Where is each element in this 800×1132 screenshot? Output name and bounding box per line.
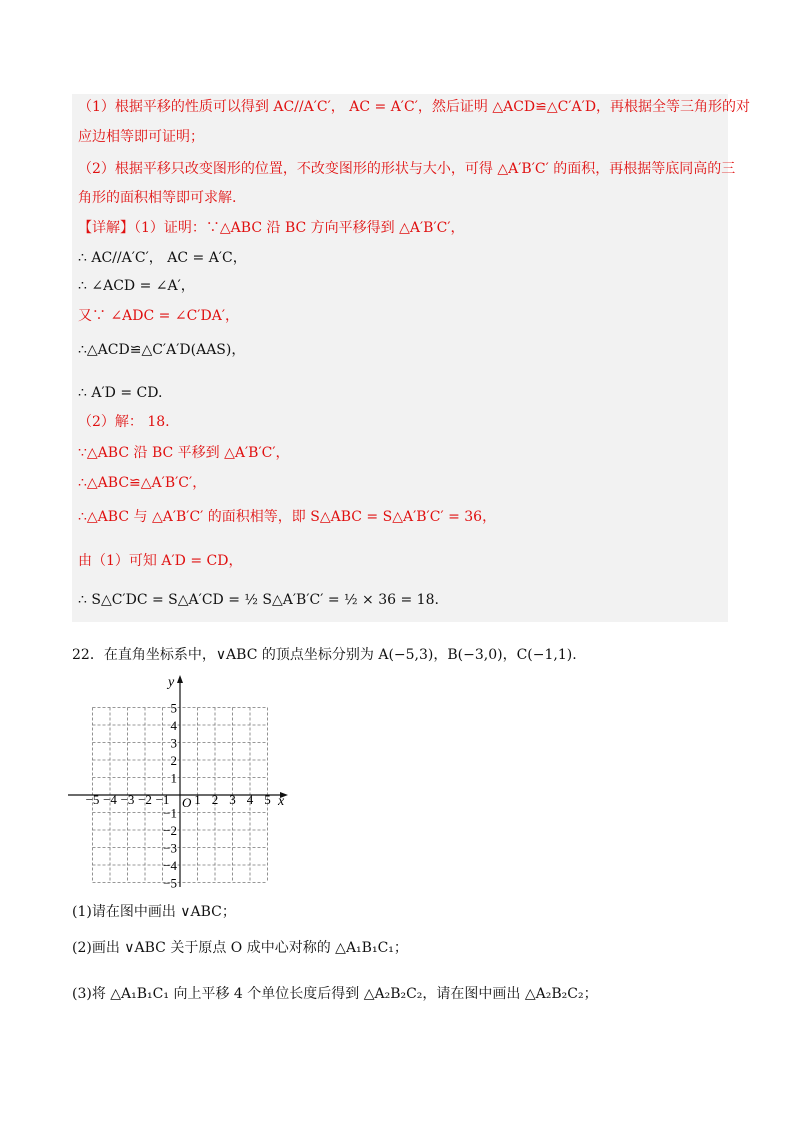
- axes: [68, 675, 288, 887]
- part2-line-5: ∴ S△C′DC = S△A′CD = ½ S△A′B′C′ = ½ × 36 = 18.: [78, 592, 439, 608]
- proof-line-2: ∴ ∠ACD = ∠A′，: [78, 278, 195, 294]
- y-tick-label: −3: [163, 840, 177, 856]
- proof-line-5: ∴ A′D = CD.: [78, 385, 163, 401]
- x-tick-label: 5: [264, 792, 271, 807]
- part2-line-3: ∴△ABC 与 △A′B′C′ 的面积相等，即 S△ABC = S△A′B′C′ = 36，: [78, 509, 497, 525]
- proof-line-3: 又∵ ∠ADC = ∠C′DA′，: [78, 308, 239, 324]
- coordinate-grid: [60, 672, 300, 892]
- y-tick-label: −4: [163, 858, 177, 873]
- detail-line: [78, 218, 465, 238]
- analysis-line-1: （1）根据平移的性质可以得到 AC//A′C′， AC = A′C′，然后证明 △ACD≌△C′A′D，再根据全等三角形的对: [78, 99, 751, 115]
- question-item-1: (1)请在图中画出 ∨ABC；: [72, 904, 236, 920]
- x-tick-label: −5: [85, 792, 100, 807]
- part2-line-2: ∴△ABC≌△A′B′C′，: [78, 475, 207, 491]
- x-axis-label: x: [278, 794, 285, 809]
- y-tick-label: 2: [170, 753, 177, 768]
- x-tick-label: 2: [211, 792, 219, 807]
- y-tick-label: 1: [170, 770, 177, 786]
- origin-label: O: [182, 795, 192, 810]
- question-item-2: (2)画出 ∨ABC 关于原点 O 成中心对称的 △A₁B₁C₁；: [72, 940, 408, 956]
- y-tick-label: 4: [170, 718, 177, 733]
- y-tick-label: −2: [163, 823, 177, 838]
- analysis-line-4: 角形的面积相等即可求解.: [78, 190, 237, 206]
- y-tick-label: −1: [163, 805, 177, 821]
- x-tick-label: 1: [194, 792, 201, 807]
- proof-line-4: ∴△ACD≌△C′A′D(AAS)，: [78, 342, 246, 358]
- y-tick-label: 3: [170, 735, 177, 751]
- proof-line-1: ∴ AC//A′C′， AC = A′C，: [78, 250, 247, 266]
- question-stem: 22．在直角坐标系中，∨ABC 的顶点坐标分别为 A(−5,3)，B(−3,0)，C(−1,1).: [72, 647, 577, 663]
- detail-tag: 【详解】: [78, 220, 134, 236]
- y-axis-arrow: [177, 675, 183, 683]
- x-tick-label: −4: [103, 792, 117, 807]
- y-axis-label: y: [168, 675, 175, 690]
- part2-head: （2）解： 18.: [78, 414, 170, 430]
- x-tick-label: 4: [246, 792, 254, 807]
- y-tick-label: 5: [170, 700, 177, 716]
- x-tick-label: 3: [229, 792, 236, 807]
- part2-line-4: 由（1）可知 A′D = CD，: [78, 553, 243, 569]
- question-item-3: (3)将 △A₁B₁C₁ 向上平移 4 个单位长度后得到 △A₂B₂C₂，请在图中画出 △A₂B₂C₂；: [72, 986, 598, 1002]
- detail-first: （1）证明：∵△ABC 沿 BC 方向平移得到 △A′B′C′，: [134, 220, 465, 236]
- analysis-line-2: 应边相等即可证明；: [78, 129, 204, 145]
- x-tick-label: −3: [120, 792, 135, 807]
- part2-line-1: ∵△ABC 沿 BC 平移到 △A′B′C′，: [78, 445, 290, 461]
- x-tick-label: −2: [138, 792, 152, 807]
- x-tick-label: −1: [155, 792, 170, 807]
- analysis-line-3: （2）根据平移只改变图形的位置，不改变图形的形状与大小，可得 △A′B′C′ 的面积，再根据等底同高的三: [78, 161, 736, 177]
- y-tick-label: −5: [163, 875, 177, 891]
